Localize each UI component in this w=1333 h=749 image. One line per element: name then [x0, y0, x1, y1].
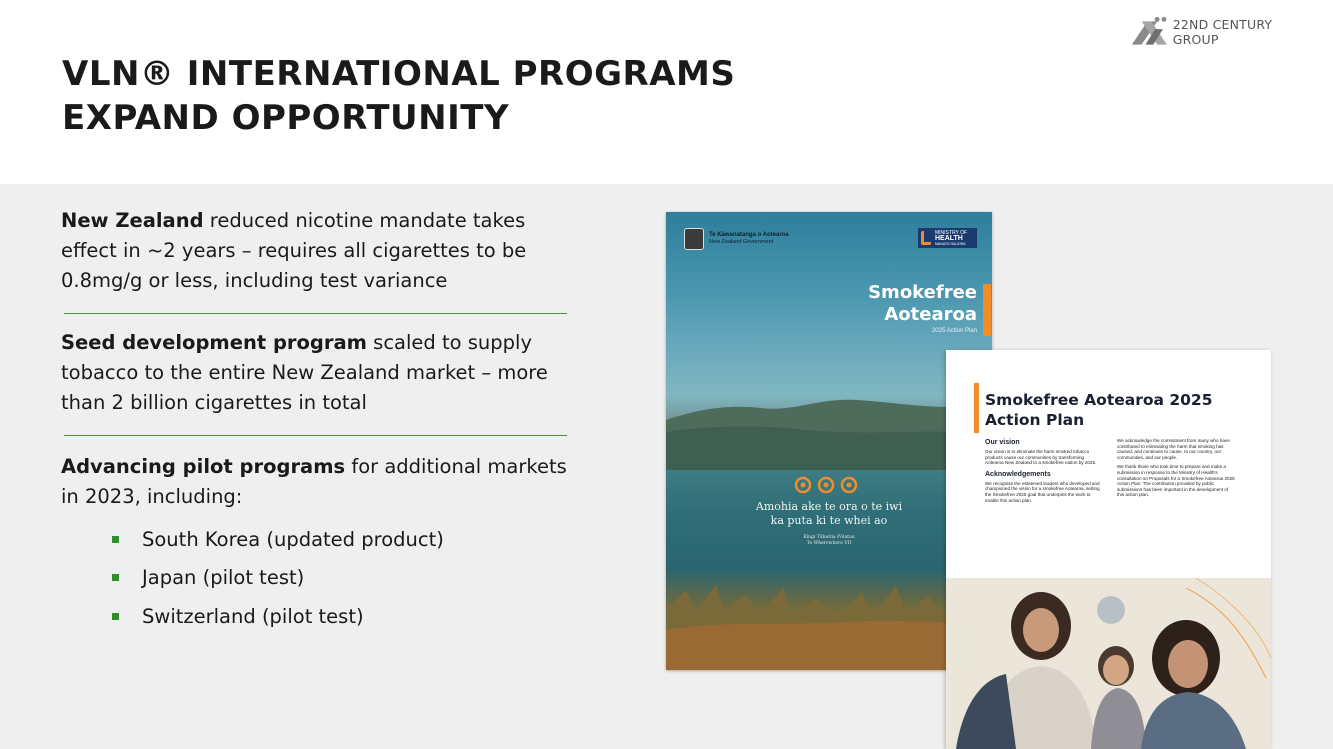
logo-mark-icon [1128, 15, 1171, 49]
paragraph-bold-lead: Advancing pilot programs [61, 455, 346, 478]
paragraph-pilot-programs [61, 452, 581, 512]
cover-title-line-2: Aotearoa [884, 304, 977, 325]
vision-heading: Our vision [985, 439, 1020, 446]
title-line-2: EXPAND OPPORTUNITY [62, 98, 510, 138]
paragraph-bold-lead: New Zealand [61, 209, 204, 232]
title-line-1: VLN® INTERNATIONAL PROGRAMS [62, 54, 736, 94]
orange-accent-bar [974, 383, 979, 433]
square-bullet-icon [112, 613, 119, 620]
square-bullet-icon [112, 574, 119, 581]
cover-subtitle: 2025 Action Plan [931, 328, 977, 334]
action-plan-right-column [1117, 438, 1235, 502]
commitment-text: We acknowledge the commitment from many who have contributed to eliminating the harm that smoking has caused, and continues to cause, to our country, our communities, and our people. [1117, 438, 1230, 460]
koru-motif-icon [791, 474, 861, 496]
govt-name-english: New Zealand Government [709, 239, 774, 245]
moh-line-1: MINISTRY OF [935, 230, 968, 236]
grass-foreground-image [666, 580, 992, 670]
cover-quote [666, 500, 992, 528]
action-plan-title [985, 390, 1245, 430]
list-item [112, 597, 444, 636]
attribution-line-1: Kīngi Tūheitia Pōtatau [803, 535, 855, 540]
ministry-of-health-logo [918, 228, 977, 248]
action-plan-title-line-2: Action Plan [985, 411, 1085, 429]
market-list [112, 520, 444, 636]
paragraph-seed-program [61, 328, 581, 418]
list-item-label: Japan (pilot test) [142, 566, 305, 590]
govt-name-maori: Te Kāwanatanga o Aotearoa [709, 232, 789, 238]
divider [64, 313, 567, 314]
divider [64, 435, 567, 436]
moh-line-3: MANATŪ HAUORA [935, 242, 966, 246]
paragraph-text: scaled to supply tobacco to the entire New Zealand market – more than 2 billion cigarettes in total [61, 331, 548, 414]
acknowledgements-text: We recognise the esteemed leaders who developed and championed the vision for a smokefree Aotearoa, setting the Smokefree 2025 goal that underpins the work to enable this action plan. [985, 480, 1100, 503]
cover-title-line-1: Smokefree [868, 282, 977, 303]
hills-image [666, 390, 992, 470]
vision-text: Our vision is to eliminate the harm smoked tobacco products cause our communities by transforming Aotearoa New Zealand to a smokefree nation by 2025. [985, 449, 1097, 466]
paragraph-text: for additional markets in 2023, including: [61, 455, 567, 508]
family-photo-illustration [946, 578, 1271, 749]
slide-header [0, 0, 1333, 184]
nz-government-logo [684, 228, 789, 250]
list-item [112, 559, 444, 598]
paragraph-text: reduced nicotine mandate takes effect in ~2 years – requires all cigarettes to be 0.8mg/g or less, including test variance [61, 209, 527, 292]
slide-title [62, 52, 735, 140]
ministry-mark-icon [921, 231, 931, 245]
paragraph-bold-lead: Seed development program [61, 331, 367, 354]
family-photo-image [946, 578, 1271, 749]
paragraph-new-zealand [61, 206, 581, 296]
list-item-label: Switzerland (pilot test) [142, 604, 364, 628]
quote-line-1: Amohia ake te ora o te iwi [755, 500, 903, 513]
action-plan-title-line-1: Smokefree Aotearoa 2025 [985, 391, 1213, 409]
acknowledgements-heading: Acknowledgements [985, 470, 1051, 478]
list-item [112, 520, 444, 559]
moh-line-2: HEALTH [935, 235, 963, 242]
square-bullet-icon [112, 536, 119, 543]
coat-of-arms-icon [684, 228, 704, 250]
quote-attribution [666, 535, 992, 547]
action-plan-left-column [985, 438, 1103, 507]
quote-line-2: ka puta ki te whei ao [770, 514, 888, 527]
action-plan-page-image [946, 350, 1271, 749]
logo-text: 22ND CENTURY GROUP [1172, 17, 1273, 47]
cover-title [868, 282, 977, 326]
company-logo [1128, 14, 1318, 50]
attribution-line-2: Te Wherowhero VII [806, 541, 852, 546]
orange-accent-bar [983, 284, 991, 336]
report-cover-image [666, 212, 992, 670]
thanks-text: We thank those who took time to prepare and make a submission in response to the Ministry of Health's consultation on Proposals for a Smokefree Aotearoa 2025 Action Plan. The contribution provided by public submissions has been important in the development of this action plan. [1117, 464, 1235, 498]
list-item-label: South Korea (updated product) [142, 527, 444, 551]
